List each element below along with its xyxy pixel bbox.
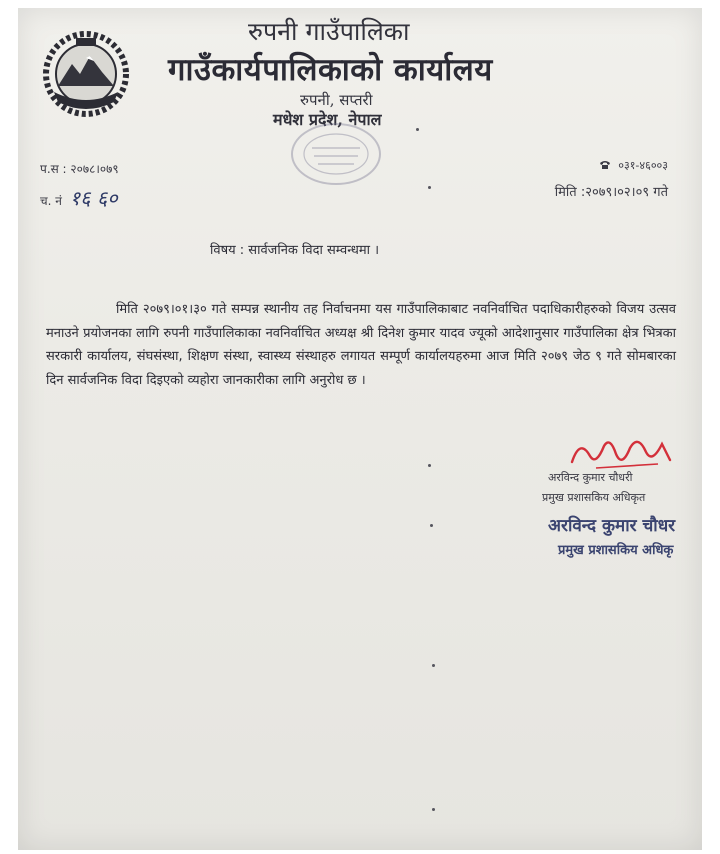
telephone-icon <box>599 160 611 169</box>
signatory-title: प्रमुख प्रशासकिय अधिकृत <box>542 491 646 504</box>
letter-reference-number: प.स : २०७८।०७९ <box>40 162 119 176</box>
body-paragraph: मिति २०७९।०१।३० गते सम्पन्न स्थानीय तह निर्वाचनमा यस गाउँपालिकाबाट नवनिर्वाचित पदाधिकारीहरुको विजय उत्सव मनाउने प्रयोजनका लागि रुपनी गाउँपालिकाका नवनिर्वाचित अध्यक्ष श्री दिनेश कुमार यादव ज्यूको आदेशानुसार गाउँपालिका क्षेत्र भित्रका सरकारी कार्यालय, संघसंस्था, शिक्षण संस्था, स्वास्थ्य संस्थाहरु लगायत सम्पूर्ण कार्यालयहरुमा आज मिति २०७९ जेठ ९ गते सोमबारका दिन सार्वजनिक विदा दिइएको व्यहोरा जानकारीका लागि अनुरोध छ । <box>46 302 676 388</box>
office-province: मधेश प्रदेश, नेपाल <box>273 110 382 129</box>
office-stamp-icon <box>286 118 386 190</box>
paper-mark <box>430 524 433 527</box>
letter-body <box>46 298 676 392</box>
title-stamp: प्रमुख प्रशासकिय अधिकृ <box>558 543 674 558</box>
signatory-name: अरविन्द कुमार चौधरी <box>548 471 633 484</box>
name-stamp: अरविन्द कुमार चौधर <box>548 516 676 536</box>
paper-mark <box>428 464 431 467</box>
dispatch-label: च. नं <box>40 194 62 208</box>
paper-mark <box>416 128 419 131</box>
phone-number: ०३१-४६००३ <box>618 159 668 172</box>
paper-mark <box>432 808 435 811</box>
paper-mark <box>428 186 431 189</box>
office-phone <box>599 158 668 173</box>
office-location: रुपनी, सप्तरी <box>300 91 373 109</box>
dispatch-handwritten-number: १६ ६० <box>69 186 118 210</box>
letter-date: मिति :२०७९।०२।०९ गते <box>554 185 668 200</box>
nepal-emblem-icon <box>40 28 132 120</box>
dispatch-number <box>40 184 118 211</box>
letter-sheet <box>18 8 702 850</box>
municipality-name: रुपनी गाउँपालिका <box>248 17 410 46</box>
office-name: गाउँकार्यपालिकाको कार्यालय <box>168 52 493 88</box>
letter-subject: विषय : सार्वजनिक विदा सम्वन्धमा । <box>210 243 380 258</box>
paper-mark <box>432 664 435 667</box>
